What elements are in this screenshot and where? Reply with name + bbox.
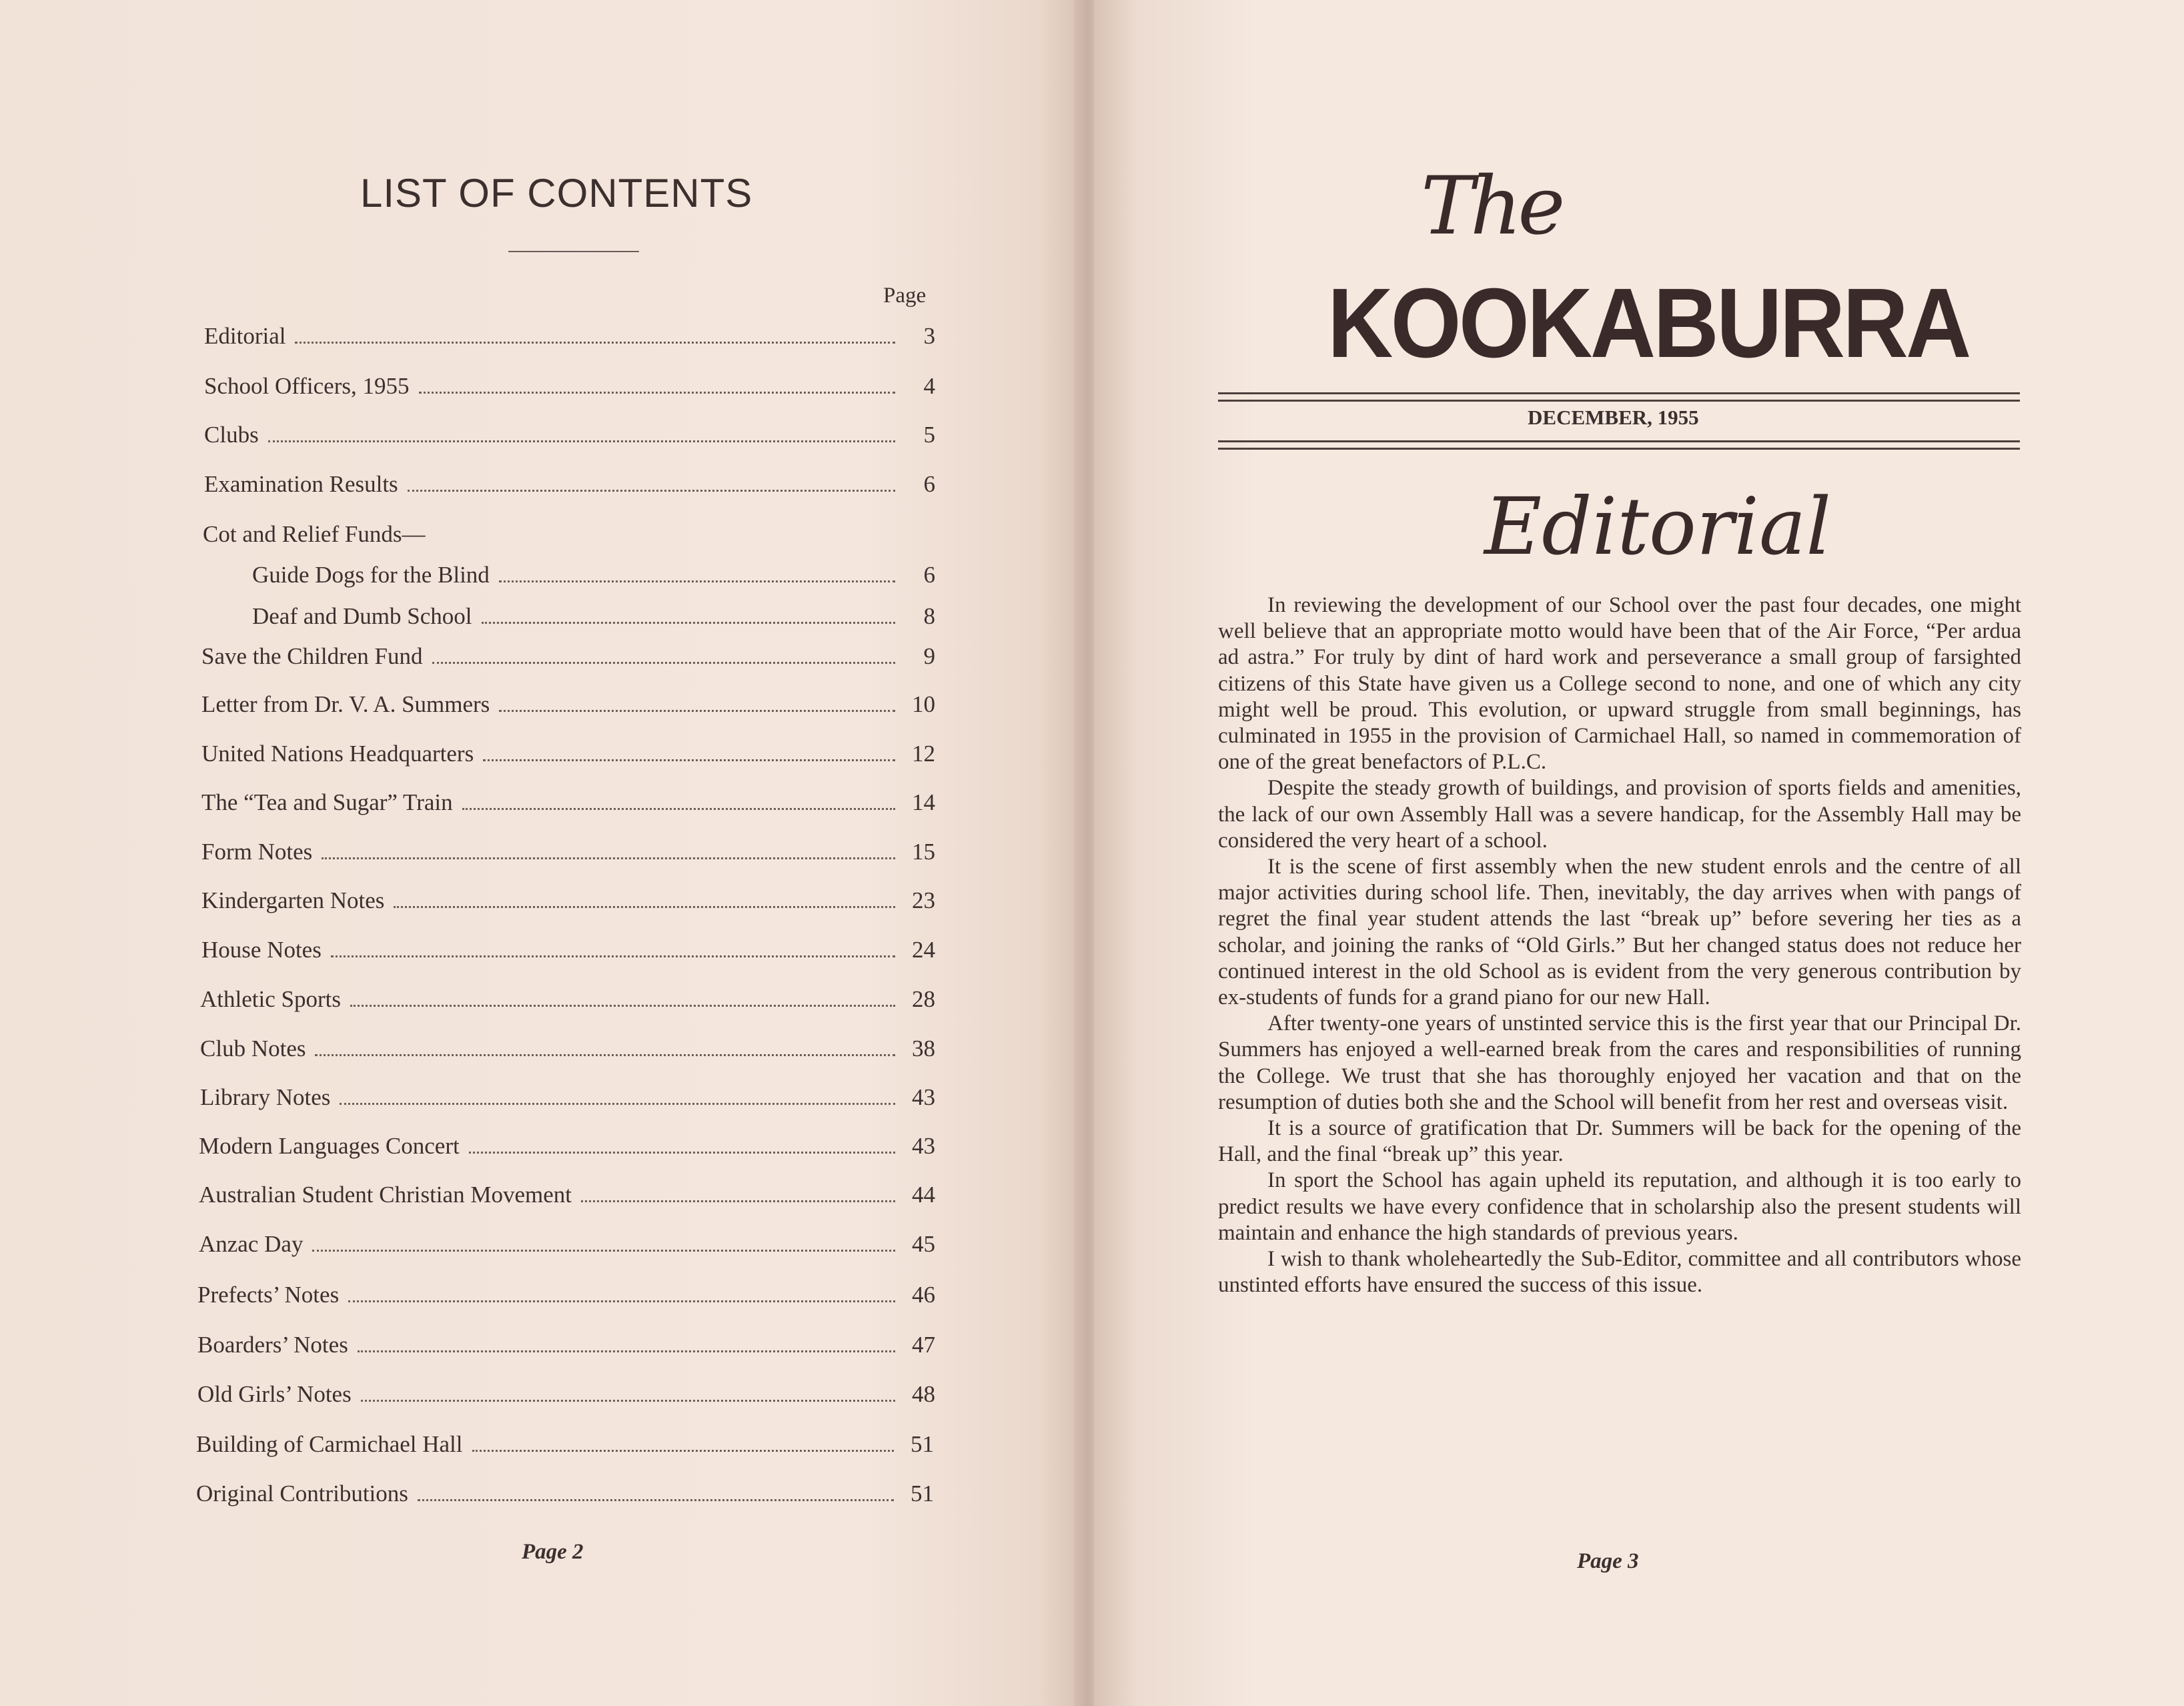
toc-entry xyxy=(197,1332,935,1358)
toc-entry-page: 8 xyxy=(923,603,935,629)
leader-dots xyxy=(358,1350,895,1352)
toc-entry xyxy=(196,1480,934,1507)
paragraph: In sport the School has again upheld its reputation, and although it is too early to predict results we have every confidence that in scholarship also the present students will maintain and enhance the high standards of previous years. xyxy=(1218,1168,2021,1245)
toc-entry-label: Old Girls’ Notes xyxy=(197,1381,352,1407)
toc-entry xyxy=(199,1182,935,1208)
toc-entry-page: 5 xyxy=(923,422,935,448)
leader-dots xyxy=(340,1103,895,1105)
toc-entry-page: 44 xyxy=(912,1182,935,1208)
toc-entry-label: Australian Student Christian Movement xyxy=(199,1182,572,1208)
leader-dots xyxy=(268,440,895,442)
leader-dots xyxy=(499,710,895,712)
toc-entry-label: Prefects’ Notes xyxy=(197,1282,340,1308)
toc-entry xyxy=(200,1035,935,1062)
leader-dots xyxy=(394,906,895,908)
toc-entry-page: 23 xyxy=(912,887,935,913)
leader-dots xyxy=(295,342,895,344)
toc-entry xyxy=(252,562,935,588)
page-number-right: Page 3 xyxy=(1577,1549,1639,1573)
left-page xyxy=(0,0,1081,1706)
toc-entry xyxy=(201,937,935,963)
toc-entry-page: 4 xyxy=(923,373,935,399)
paragraph: Despite the steady growth of buildings, and provision of sports fields and amenities, the lack of our own Assembly Hall was a severe handicap, for the Assembly Hall may be considered the very heart of a school. xyxy=(1218,776,2021,853)
leader-dots xyxy=(361,1400,895,1402)
toc-entry-page: 45 xyxy=(912,1231,935,1257)
toc-entry-label: Anzac Day xyxy=(199,1231,304,1257)
toc-entry-label: Clubs xyxy=(204,422,259,448)
leader-dots xyxy=(469,1152,895,1154)
toc-entry xyxy=(197,1282,935,1308)
paragraph: After twenty-one years of unstinted service this is the first year that our Principal Dr. Summers has enjoyed a well-earned break from the cares and responsibilities of running the College. We trust that she has thoroughly enjoyed her vacation and that on the resumption of duties both she and the School will benefit from her rest and overseas visit. xyxy=(1218,1011,2021,1114)
toc-entry xyxy=(204,422,935,448)
toc-entry-page: 3 xyxy=(923,323,935,349)
toc-entry xyxy=(201,643,935,670)
paragraph: In reviewing the development of our School over the past four decades, one might well believe that an appropriate motto would have been that of the Air Force, “Per ardua ad astra.” For truly by dint of hard work and perseverance a small group of farsighted citizens of this State have given us a College second to none, and one of which any city might well be proud. This evolution, or upward struggle from small beginnings, has culminated in 1955 in the provision of Carmichael Hall, so named in commemoration of one of the great benefactors of P.L.C. xyxy=(1218,593,2021,775)
toc-entry-page: 14 xyxy=(912,789,935,815)
toc-entry xyxy=(197,1381,935,1408)
toc-entry-label: Library Notes xyxy=(200,1084,331,1110)
toc-entry-page: 46 xyxy=(912,1282,935,1308)
leader-dots xyxy=(432,662,896,664)
toc-entry xyxy=(196,1431,934,1458)
masthead-the: The xyxy=(1421,160,1562,253)
paragraph: I wish to thank wholeheartedly the Sub-Editor, committee and all contributors whose unstinted efforts have ensured the success of this issue. xyxy=(1218,1247,2021,1298)
leader-dots xyxy=(581,1200,895,1202)
toc-entry-label: Deaf and Dumb School xyxy=(252,603,472,629)
page-number-left: Page 2 xyxy=(522,1540,584,1564)
leader-dots xyxy=(331,955,895,957)
page-column-header: Page xyxy=(883,284,927,308)
leader-dots xyxy=(350,1005,895,1007)
toc-entry-page: 51 xyxy=(911,1431,934,1457)
toc-entry-page: 47 xyxy=(912,1332,935,1358)
toc-entry-page: 24 xyxy=(912,937,935,963)
toc-entry-label: Save the Children Fund xyxy=(201,643,423,669)
toc-entry-label: Club Notes xyxy=(200,1035,306,1061)
toc-entry xyxy=(199,1231,935,1258)
toc-entry-label: Form Notes xyxy=(201,839,313,865)
toc-entry-page: 9 xyxy=(923,643,935,669)
toc-entry-label: Kindergarten Notes xyxy=(201,887,385,913)
toc-entry-page: 43 xyxy=(912,1084,935,1110)
toc-entry-label: Boarders’ Notes xyxy=(197,1332,348,1358)
contents-list xyxy=(0,0,1081,1706)
toc-entry-label: School Officers, 1955 xyxy=(204,373,410,399)
toc-entry-page: 28 xyxy=(912,986,935,1012)
leader-dots xyxy=(312,1250,895,1252)
toc-entry-label: United Nations Headquarters xyxy=(201,741,474,767)
leader-dots xyxy=(408,490,895,492)
toc-entry xyxy=(200,1084,935,1111)
leader-dots xyxy=(462,808,895,810)
toc-entry xyxy=(204,471,935,498)
leader-dots xyxy=(348,1300,895,1302)
toc-entry xyxy=(204,373,935,400)
toc-entry-label: Editorial xyxy=(204,323,286,349)
toc-entry-label: Letter from Dr. V. A. Summers xyxy=(201,691,490,717)
toc-entry xyxy=(200,986,935,1013)
contents-title: LIST OF CONTENTS xyxy=(360,171,753,216)
toc-entry-page: 15 xyxy=(912,839,935,865)
toc-entry-page: 48 xyxy=(912,1381,935,1407)
issue-date: DECEMBER, 1955 xyxy=(1528,406,1699,429)
toc-entry-page: 51 xyxy=(911,1480,934,1507)
masthead-title: KOOKABURRA xyxy=(1327,268,1969,378)
toc-entry-label: Cot and Relief Funds— xyxy=(203,521,426,547)
toc-entry-page: 38 xyxy=(912,1035,935,1061)
masthead-rule-top xyxy=(1218,392,2020,402)
toc-entry-label: Building of Carmichael Hall xyxy=(196,1431,463,1457)
toc-entry xyxy=(199,1133,935,1160)
leader-dots xyxy=(418,1499,894,1501)
leader-dots xyxy=(483,759,895,761)
toc-entry xyxy=(201,887,935,914)
toc-entry-page: 10 xyxy=(912,691,935,717)
toc-entry-label: Athletic Sports xyxy=(200,986,341,1012)
toc-entry-label: The “Tea and Sugar” Train xyxy=(201,789,453,815)
masthead-rule-bottom xyxy=(1218,440,2020,450)
paragraph: It is the scene of first assembly when the new student enrols and the centre of all major activities during school life. Then, inevitably, the day arrives when with pangs of regret the final year student attends the last “break up” before severing her ties as a scholar, and joining the ranks of “Old Girls.” But her changed status does not reduce her continued interest in the old School as is evident from the very generous contribution by ex-students of funds for a grand piano for our new Hall. xyxy=(1218,855,2021,1010)
leader-dots xyxy=(419,392,896,394)
toc-entry-label: Examination Results xyxy=(204,471,398,497)
leader-dots xyxy=(322,857,895,859)
toc-entry xyxy=(204,323,935,350)
leader-dots xyxy=(482,622,895,624)
toc-entry-page: 6 xyxy=(923,471,935,497)
leader-dots xyxy=(472,1450,895,1452)
toc-section-heading xyxy=(203,521,736,548)
toc-entry xyxy=(201,839,935,865)
toc-entry xyxy=(201,741,935,767)
toc-entry-label: Modern Languages Concert xyxy=(199,1133,460,1159)
section-title: Editorial xyxy=(1484,480,1832,572)
toc-entry-label: Original Contributions xyxy=(196,1480,408,1507)
toc-entry xyxy=(201,691,935,718)
toc-entry-page: 43 xyxy=(912,1133,935,1159)
toc-entry-label: Guide Dogs for the Blind xyxy=(252,562,490,588)
leader-dots xyxy=(499,580,895,582)
toc-entry-label: House Notes xyxy=(201,937,322,963)
toc-entry xyxy=(252,603,935,630)
toc-entry-page: 12 xyxy=(912,741,935,767)
toc-entry xyxy=(201,789,935,816)
toc-entry-page: 6 xyxy=(923,562,935,588)
leader-dots xyxy=(315,1054,895,1056)
paragraph: It is a source of gratification that Dr. Summers will be back for the opening of the Hall, and the final “break up” this year. xyxy=(1218,1116,2021,1167)
editorial-body xyxy=(1218,592,2021,1298)
